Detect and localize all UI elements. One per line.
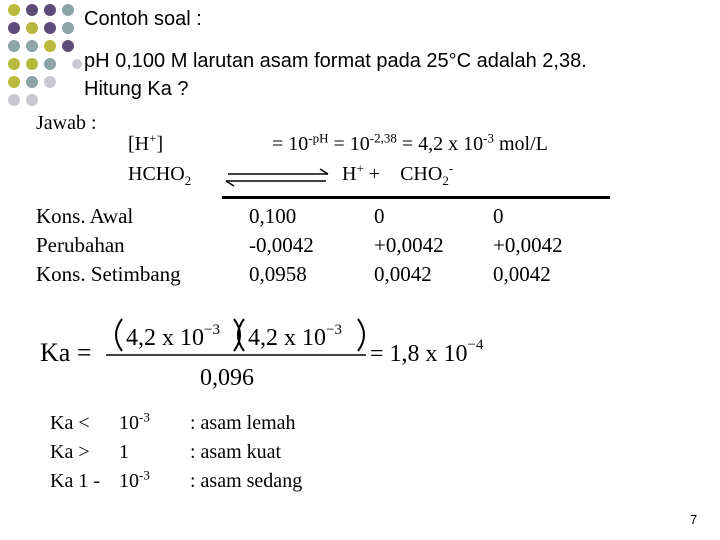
table-rule (222, 196, 610, 199)
ka-condition: Ka 1 - (50, 470, 100, 492)
cell-h-ion: 0,0042 (374, 262, 432, 286)
reaction-reactant: $HCHO_2$ (128, 163, 192, 188)
reaction-products: H+ + $CHO_2^-$ (342, 160, 454, 188)
dot-row-4 (8, 58, 56, 70)
cell-h-ion: +0,0042 (374, 233, 444, 257)
dot-row-2 (8, 22, 74, 34)
equation-lhs: Ka = (40, 338, 92, 367)
factor-2: 4,2 x $10^{-3}$ (248, 322, 342, 351)
row-label: Kons. Setimbang (36, 262, 181, 286)
factor-1: 4,2 x $10^{-3}$ (126, 322, 220, 351)
open-paren-1 (116, 319, 122, 351)
acid-strength: : asam sedang (190, 470, 303, 492)
equation-result: = 1,8 x $10^{-4}$ (370, 337, 484, 367)
question-line-1: Contoh soal : (84, 8, 202, 30)
cell-acid: 0,100 (249, 204, 297, 228)
cell-h-ion: 0 (374, 204, 385, 228)
page-number: 7 (690, 512, 698, 527)
row-label: Perubahan (36, 233, 125, 257)
ka-threshold: $10^{-3}$ (119, 467, 150, 492)
h-concentration-label: [H+] (128, 130, 164, 155)
ka-condition: Ka > (50, 441, 90, 463)
cell-acid: -0,0042 (249, 233, 314, 257)
ka-threshold: $10^{-3}$ (119, 409, 150, 434)
decorative-dot-grid (0, 0, 90, 110)
dot-row-1 (8, 4, 74, 16)
dot-row-6 (8, 94, 38, 106)
denominator: 0,096 (200, 365, 254, 391)
ka-equation (30, 305, 510, 395)
row-label: Kons. Awal (36, 204, 134, 228)
acid-strength: : asam lemah (190, 412, 296, 434)
dot-row-5 (8, 76, 56, 88)
h-concentration-value: = $10^{-pH} = 10^{-2,38} = 4,2$ x $10^{-3}$ mol/L (272, 130, 548, 155)
question-line-3: Hitung Ka ? (84, 78, 189, 100)
ka-threshold: 1 (119, 441, 129, 463)
question-line-2: pH 0,100 M larutan asam format pada 25°C adalah 2,38. (84, 50, 587, 72)
acid-strength: : asam kuat (190, 441, 282, 463)
answer-label: Jawab : (36, 112, 97, 134)
cell-anion: +0,0042 (493, 233, 563, 257)
cell-anion: 0 (493, 204, 504, 228)
ka-condition: Ka < (50, 412, 90, 434)
cell-acid: 0,0958 (249, 262, 307, 286)
equilibrium-arrow-icon (222, 168, 332, 188)
close-paren-2 (358, 319, 364, 351)
cell-anion: 0,0042 (493, 262, 551, 286)
